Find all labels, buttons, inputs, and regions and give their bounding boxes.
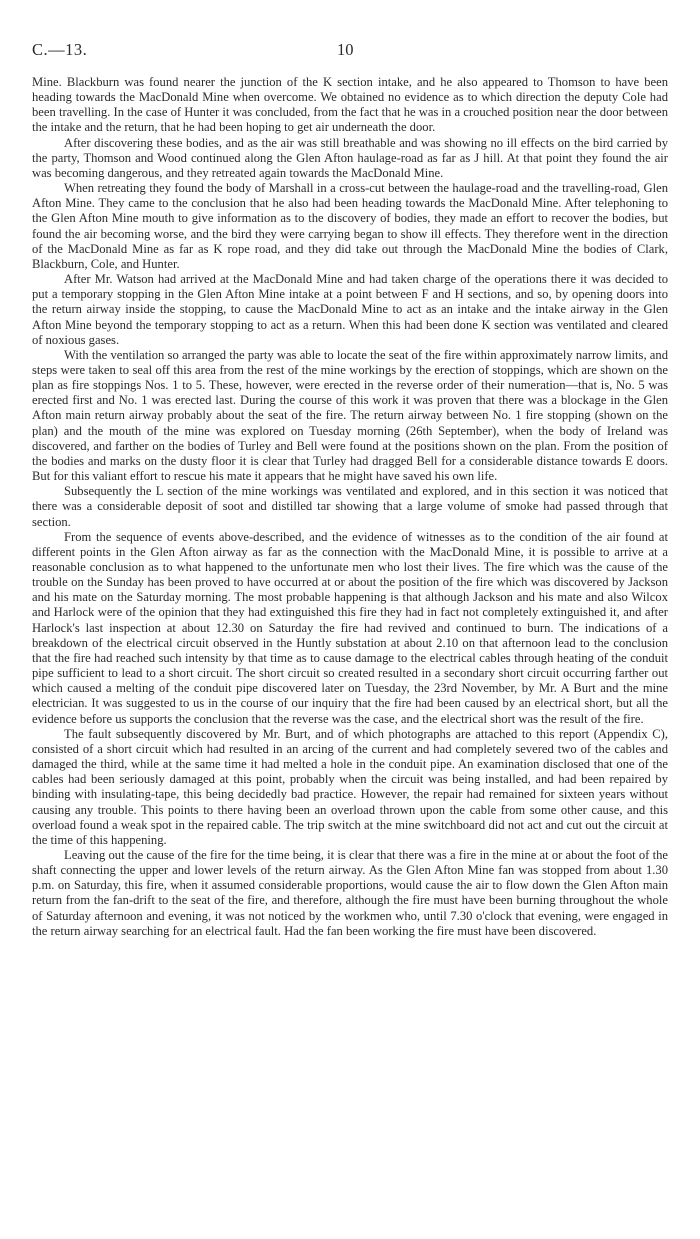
- paragraph: With the ventilation so arranged the party was able to locate the seat of the fire within approximately narrow limits, and steps were taken to seal off this area from the rest of the mine workings by the erection of stoppings, which are shown on the plan as fire stoppings Nos. 1 to 5. These, however, were erected in the reverse order of their numeration—that is, No. 5 was erected first and No. 1 was erected last. During the course of this work it was proven that there was a blockage in the Glen Afton main return airway probably about the seat of the fire. The return airway between No. 1 fire stopping (shown on the plan) and the mouth of the mine was explored on Tuesday morning (26th September), when the body of Ireland was discovered, and farther on the bodies of Turley and Bell were found at the positions shown on the plan. From the position of the bodies and marks on the dusty floor it is clear that Turley had dragged Bell for a considerable distance towards E doors. But for this valiant effort to rescue his mate it appears that he might have saved his own life.: [32, 347, 668, 484]
- page-header: [32, 40, 668, 62]
- paragraph: The fault subsequently discovered by Mr. Burt, and of which photographs are attached to this report (Appendix C), consisted of a short circuit which had resulted in an arcing of the current and had completely severed two of the cables and damaged the third, while at the same time it had melted a hole in the conduit pipe. An examination disclosed that one of the cables had been seriously damaged at this point, probably when the circuit was being installed, and had been repaired by binding with insulating-tape, this being decidedly bad practice. However, the repair had remained for sixteen years without causing any trouble. This points to there having been an overload thrown upon the cable from some other cause, and this overload found a weak spot in the repaired cable. The trip switch at the mine switchboard did not act and cut out the circuit at the time of this happening.: [32, 726, 668, 847]
- paragraph-continued: Mine. Blackburn was found nearer the junction of the K section intake, and he also appeared to Thomson to have been heading towards the MacDonald Mine when overcome. We obtained no evidence as to which direction the deputy Cole had been travelling. In the case of Hunter it was concluded, from the fact that he was in a crouched position near the door between the intake and the return, that he had been hoping to get air underneath the door.: [32, 75, 668, 135]
- report-body: [32, 75, 668, 939]
- document-reference: C.—13.: [32, 40, 88, 59]
- page-number: 10: [337, 40, 354, 59]
- paragraph: Subsequently the L section of the mine workings was ventilated and explored, and in this section it was noticed that there was a considerable deposit of soot and distilled tar showing that a large volume of smoke had passed through that section.: [32, 484, 668, 529]
- paragraph: When retreating they found the body of Marshall in a cross-cut between the haulage-road and the travelling-road, Glen Afton Mine. They came to the conclusion that he also had been heading towards the MacDonald Mine. After telephoning to the Glen Afton Mine mouth to give information as to the discovery of bodies, they made an effort to recover the bodies, but found the air becoming worse, and the bird they were carrying began to show ill effects. They therefore went in the direction of the MacDonald Mine as far as K rope road, and they did take out through the MacDonald Mine the bodies of Clark, Blackburn, Cole, and Hunter.: [32, 181, 668, 271]
- paragraph: From the sequence of events above-described, and the evidence of witnesses as to the condition of the air found at different points in the Glen Afton airway as far as the connection with the MacDonald Mine, it is possible to arrive at a reasonable conclusion as to what happened to the unfortunate men who lost their lives. The fire which was the cause of the trouble on the Sunday has been proved to have occurred at or about the position of the fire which was discovered by Jackson and his mate on the Saturday morning. The most probable happening is that although Jackson and his mate and also Wilcox and Harlock were of the opinion that they had extinguished this fire they had in fact not completely extinguished it, and after Harlock's last inspection at about 12.30 on Saturday the fire had revived and continued to burn. The indications of a breakdown of the electrical circuit observed in the Huntly substation at about 2.10 on that afternoon lead to the conclusion that the fire had reached such intensity by that time as to cause damage to the electrical cables through heating of the conduit pipe sufficient to lead to a short circuit. The short circuit so created resulted in a secondary short circuit occurring farther out which caused a melting of the conduit pipe discovered later on Tuesday, the 23rd November, by Mr. A Burt and the mine electrician. It was suggested to us in the course of our inquiry that the fire had been caused by an electrical short, but all the evidence before us supports the conclusion that the reverse was the case, and the electrical short was the result of the fire.: [32, 529, 668, 726]
- paragraph: After discovering these bodies, and as the air was still breathable and was showing no ill effects on the bird carried by the party, Thomson and Wood continued along the Glen Afton haulage-road as far as J hill. At that point they found the air was becoming dangerous, and they retreated again towards the MacDonald Mine.: [32, 135, 668, 180]
- paragraph: After Mr. Watson had arrived at the MacDonald Mine and had taken charge of the operations there it was decided to put a temporary stopping in the Glen Afton Mine intake at a point between F and H sections, and so, by opening doors into the return airway inside the stopping, to cause the MacDonald Mine to act as an intake and the intake airway in the Glen Afton Mine beyond the temporary stopping to act as a return. When this had been done K section was ventilated and cleared of noxious gases.: [32, 272, 668, 347]
- paragraph: Leaving out the cause of the fire for the time being, it is clear that there was a fire in the mine at or about the foot of the shaft connecting the upper and lower levels of the return airway. As the Glen Afton Mine fan was stopped from about 1.30 p.m. on Saturday, this fire, when it assumed considerable proportions, would cause the air to flow down the Glen Afton main return from the fan-drift to the seat of the fire, and therefore, although the fire must have been burning throughout the whole of Saturday afternoon and evening, it was not noticed by the workmen who, until 7.30 o'clock that evening, were engaged in the return airway searching for an electrical fault. Had the fan been working the fire must have been discovered.: [32, 847, 668, 938]
